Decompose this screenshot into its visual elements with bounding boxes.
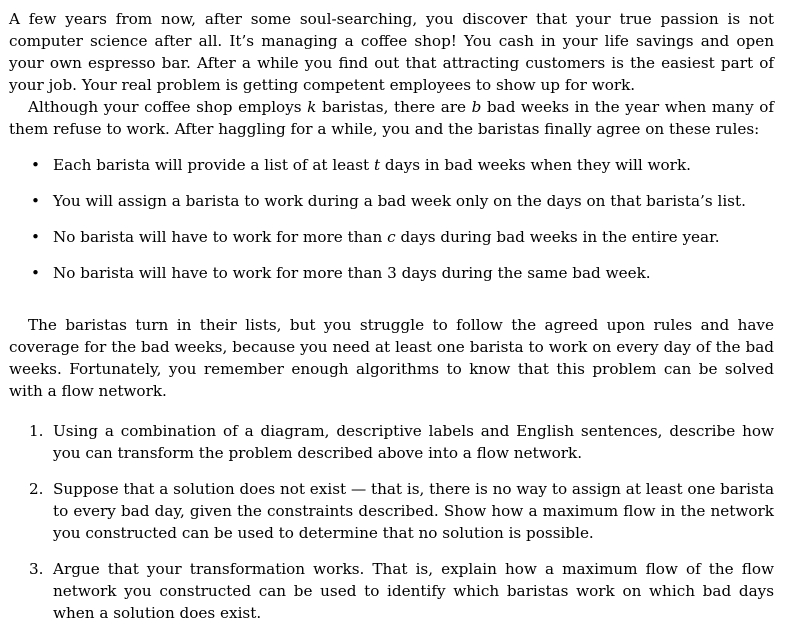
rule-item <box>9 190 774 226</box>
question-number: 3. <box>29 560 44 578</box>
rules-intro-text-1: Although your coffee shop employs <box>28 98 308 116</box>
question-text: Suppose that a solution does not exist — that is, there is no way to assign at least one barista to every bad day, given the constraints described. Show how a maximum flow in the network you constructed can be used to determine that no solution is possible. <box>53 480 774 542</box>
question-item <box>9 420 774 464</box>
question-number: 2. <box>29 480 44 498</box>
closing-paragraph: The baristas turn in their lists, but you struggle to follow the agreed upon rules and have coverage for the bad weeks, because you need at least one barista to work on every day of the bad weeks. Fortunately, you remember enough algorithms to know that this problem can be solved with a flow network. <box>9 316 774 400</box>
rule-text: days during bad weeks in the entire year. <box>395 228 720 246</box>
rule-item <box>9 154 774 190</box>
rule-item <box>9 226 774 262</box>
rules-intro-text-2: baristas, there are <box>316 98 472 116</box>
rule-item <box>9 262 774 298</box>
problem-statement <box>9 8 774 638</box>
rules-intro-text-3: bad weeks in the year when many of them refuse to work. After haggling for a while, you and the baristas finally agree on these rules: <box>9 98 775 138</box>
question-text: Argue that your transformation works. That is, explain how a maximum flow of the flow network you constructed can be used to identify which baristas work on which bad days when a solution does exist. <box>53 560 774 622</box>
variable-k: k <box>307 98 317 116</box>
question-item <box>9 558 774 624</box>
variable-c: c <box>387 228 396 246</box>
variable-t: t <box>373 156 381 174</box>
variable-b: b <box>471 98 482 116</box>
question-number: 1. <box>29 422 44 440</box>
questions-list <box>9 420 774 624</box>
question-item <box>9 478 774 544</box>
rule-text: days in bad weeks when they will work. <box>380 156 691 174</box>
rule-text: No barista will have to work for more than <box>53 228 388 246</box>
rules-list <box>9 154 774 298</box>
question-text: Using a combination of a diagram, descriptive labels and English sentences, describe how you can transform the problem described above into a flow network. <box>53 422 774 462</box>
rule-text: You will assign a barista to work during a bad week only on the days on that barista’s list. <box>53 192 746 210</box>
rules-intro-paragraph <box>9 96 774 140</box>
rule-text: Each barista will provide a list of at least <box>53 156 374 174</box>
rule-text: No barista will have to work for more than 3 days during the same bad week. <box>53 264 651 282</box>
intro-paragraph: A few years from now, after some soul-searching, you discover that your true passion is not computer science after all. It’s managing a coffee shop! You cash in your life savings and open your own espresso bar. After a while you find out that attracting customers is the easiest part of your job. Your real problem is getting competent employees to show up for work. <box>9 10 774 94</box>
